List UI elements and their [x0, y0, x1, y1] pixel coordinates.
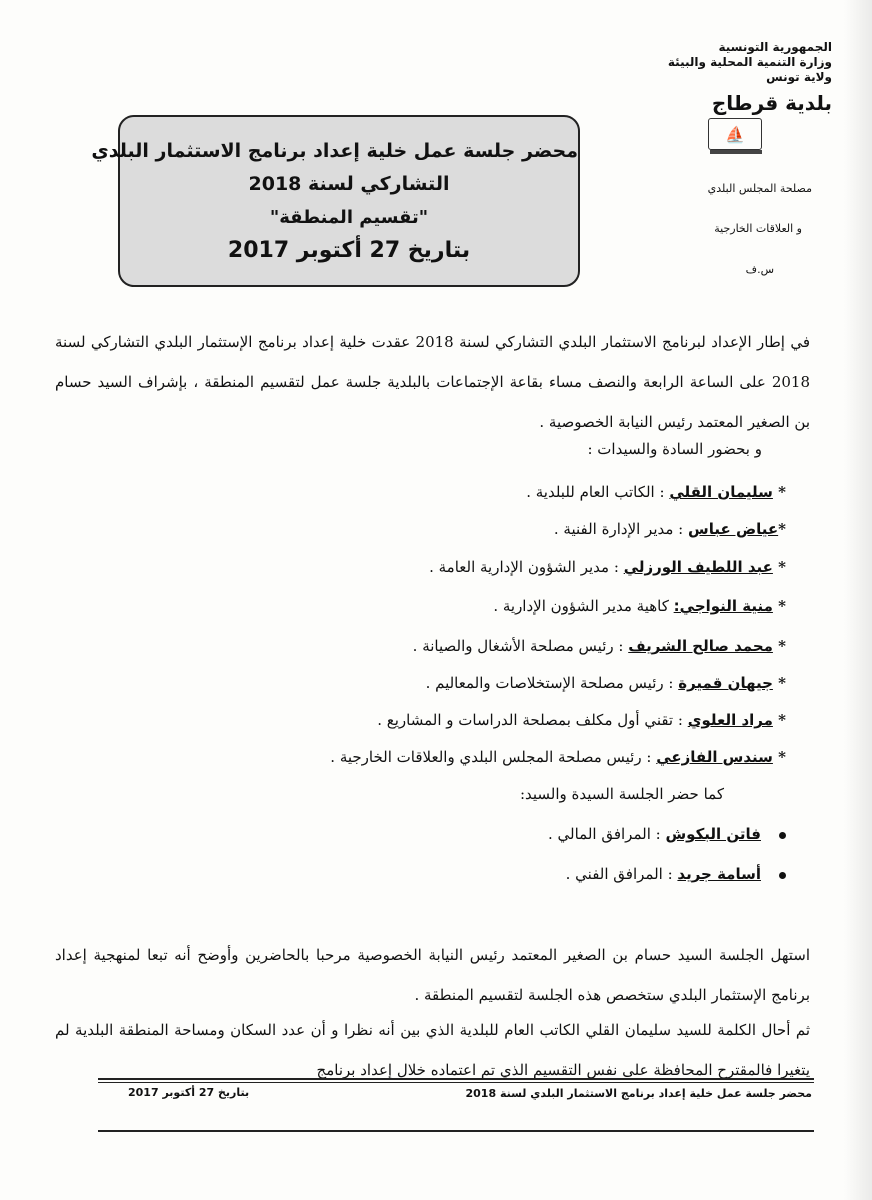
attendee-role: كاهية مدير الشؤون الإدارية .	[493, 597, 669, 615]
footer-rule-thin	[98, 1082, 814, 1083]
attendee-name: سليمان القلي	[669, 483, 773, 501]
presence-label: و بحضور السادة والسيدات :	[587, 440, 762, 458]
opening-remarks-paragraph: استهل الجلسة السيد حسام بن الصغير المعتمد رئيس النيابة الخصوصية مرحبا بالحاضرين وأوضح أنه تبعا لمنهجية إعداد برنامج الإستثمار البلدي ستخصص هذه الجلسة لتقسيم المنطقة .	[55, 946, 810, 1004]
attendee-item	[429, 557, 786, 577]
attendee-item	[426, 673, 786, 693]
bullet-star: *	[772, 711, 786, 729]
attendee-name: منية النواجي:	[673, 597, 773, 615]
attendee-item	[554, 519, 786, 539]
bullet-star: *	[778, 520, 786, 538]
letterhead-governorate: ولاية تونس	[766, 70, 832, 84]
footer-rule	[98, 1078, 814, 1080]
attendee-item	[377, 710, 786, 730]
guest-role: : المرافق الفني .	[565, 865, 673, 883]
intro-paragraph: في إطار الإعداد لبرنامج الاستثمار البلدي التشاركي لسنة 2018 عقدت خلية إعداد برنامج الإستثمار البلدي التشاركي لسنة 2018 على الساعة الرابعة والنصف مساء بقاعة الإجتماعات بالبلدية جلسة عمل لتقسيم المنطقة ، بإشراف السيد حسام بن الصغير المعتمد رئيس النيابة الخصوصية .	[55, 333, 810, 431]
letterhead	[632, 40, 832, 115]
attendee-role: : مدير الإدارة الفنية .	[553, 520, 684, 538]
title-box	[91, 115, 580, 287]
secretary-remarks-paragraph: ثم أحال الكلمة للسيد سليمان القلي الكاتب العام للبلدية الذي بين أنه نظرا و أن عدد السكان ومساحة المنطقة البلدية لم يتغيرا فالمقترح المحافظة على نفس التقسيم الذي تم اعتماده خلال إعداد برنامج	[55, 1021, 810, 1079]
bullet-star: *	[772, 558, 786, 576]
footer-date: بتاريخ 27 أكتوبر 2017	[128, 1086, 250, 1099]
letterhead-ministry: وزارة التنمية المحلية والبيئة	[667, 55, 832, 69]
municipality-emblem-icon: ⛵	[708, 118, 762, 150]
attendee-name: محمد صالح الشريف	[628, 637, 773, 655]
bullet-star: *	[772, 637, 786, 655]
attendee-role: : مدير الشؤون الإدارية العامة .	[429, 558, 619, 576]
author-initials: س.ف	[745, 263, 774, 276]
attendee-name: عبد اللطيف الورزلي	[623, 558, 773, 576]
bullet-star: *	[772, 674, 786, 692]
title-line-1: محضر جلسة عمل خلية إعداد برنامج الاستثمار البلدي	[91, 140, 578, 162]
letterhead-republic: الجمهورية التونسية	[718, 40, 832, 54]
footer-title: محضر جلسة عمل خلية إعداد برنامج الاستثمار البلدي لسنة 2018	[465, 1087, 812, 1100]
guest-name: فاتن البكوش	[665, 825, 761, 843]
bullet-star: *	[772, 748, 786, 766]
attendee-item	[526, 482, 786, 502]
service-name-line2: و العلاقات الخارجية	[714, 222, 802, 235]
title-line-3: "تقسيم المنطقة"	[269, 207, 429, 228]
attendee-role: : رئيس مصلحة الإستخلاصات والمعاليم .	[425, 674, 674, 692]
attendee-item	[493, 596, 786, 616]
bullet-star: *	[772, 597, 786, 615]
guest-role: : المرافق المالي .	[547, 825, 661, 843]
title-line-2: التشاركي لسنة 2018	[248, 173, 450, 195]
attendee-name: مراد العلوي	[687, 711, 773, 729]
guest-name: أسامة جريد	[677, 865, 761, 883]
title-date: بتاريخ 27 أكتوبر 2017	[227, 238, 471, 263]
letterhead-municipality: بلدية قرطاج	[711, 91, 832, 115]
guest-item	[548, 825, 786, 843]
also-present-label: كما حضر الجلسة السيدة والسيد:	[519, 785, 724, 803]
scan-edge-shadow	[844, 0, 872, 1200]
attendee-role: : الكاتب العام للبلدية .	[526, 483, 665, 501]
guest-item	[566, 865, 786, 883]
bullet-dot	[779, 832, 786, 839]
attendee-role: : تقني أول مكلف بمصلحة الدراسات و المشاريع .	[377, 711, 683, 729]
emblem-underline	[710, 150, 762, 154]
service-name-line1: مصلحة المجلس البلدي	[707, 182, 812, 195]
attendee-name: جيهان قميرة	[678, 674, 773, 692]
attendee-item	[413, 636, 786, 656]
attendee-name: عياض عباس	[688, 520, 779, 538]
attendee-item	[330, 747, 786, 767]
attendee-role: : رئيس مصلحة الأشغال والصيانة .	[412, 637, 624, 655]
attendee-name: سندس الفازعي	[656, 748, 773, 766]
bullet-star: *	[772, 483, 786, 501]
bullet-dot	[779, 872, 786, 879]
footer-bottom-rule	[98, 1130, 814, 1132]
attendee-role: : رئيس مصلحة المجلس البلدي والعلاقات الخارجية .	[330, 748, 652, 766]
